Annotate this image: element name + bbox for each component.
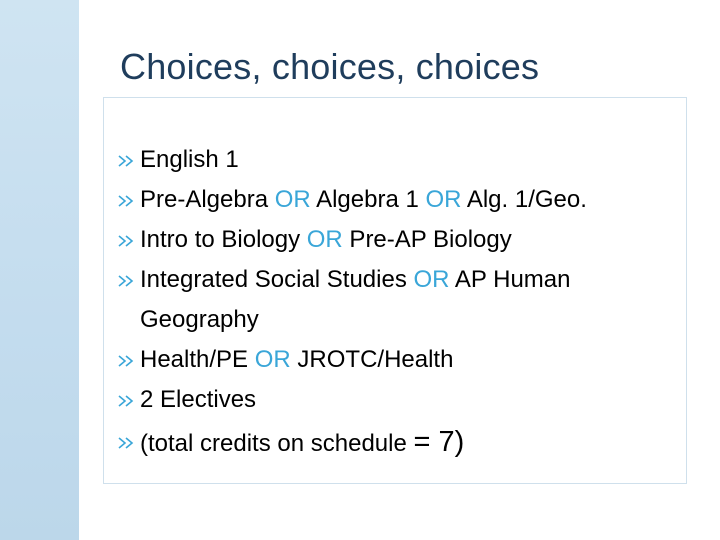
or-keyword: OR — [413, 266, 450, 293]
arrowhead-bullet-icon — [118, 355, 134, 367]
bullet-text: Alg. 1/Geo. — [461, 186, 587, 213]
bullet-text: JROTC/Health — [290, 346, 454, 373]
bullet-text: AP Human — [449, 266, 571, 293]
credits-total: = 7) — [413, 426, 465, 458]
or-keyword: OR — [425, 186, 462, 213]
arrowhead-bullet-icon — [118, 155, 134, 167]
arrowhead-bullet-icon — [118, 275, 134, 287]
arrowhead-bullet-icon — [118, 235, 134, 247]
or-keyword: OR — [306, 226, 343, 253]
or-keyword: OR — [274, 186, 311, 213]
bullet-text: Pre-Algebra — [140, 186, 275, 213]
bullet-text: (total credits on schedule — [140, 430, 414, 457]
bullet-text: Integrated Social Studies — [140, 266, 414, 293]
arrowhead-bullet-icon — [118, 195, 134, 207]
bullet-text: Health/PE — [140, 346, 255, 373]
bullet-text: Pre-AP Biology — [342, 226, 512, 253]
bullet-text: Intro to Biology — [140, 226, 307, 253]
bullet-text: English 1 — [140, 146, 239, 173]
arrowhead-bullet-icon — [118, 395, 134, 407]
or-keyword: OR — [254, 346, 291, 373]
slide-title: Choices, choices, choices — [120, 46, 540, 87]
left-accent-band — [0, 0, 79, 540]
bullet-text: Geography — [140, 306, 259, 333]
bullet-text: Algebra 1 — [310, 186, 426, 213]
bullet-text: 2 Electives — [140, 386, 257, 413]
arrowhead-bullet-icon — [118, 437, 134, 449]
